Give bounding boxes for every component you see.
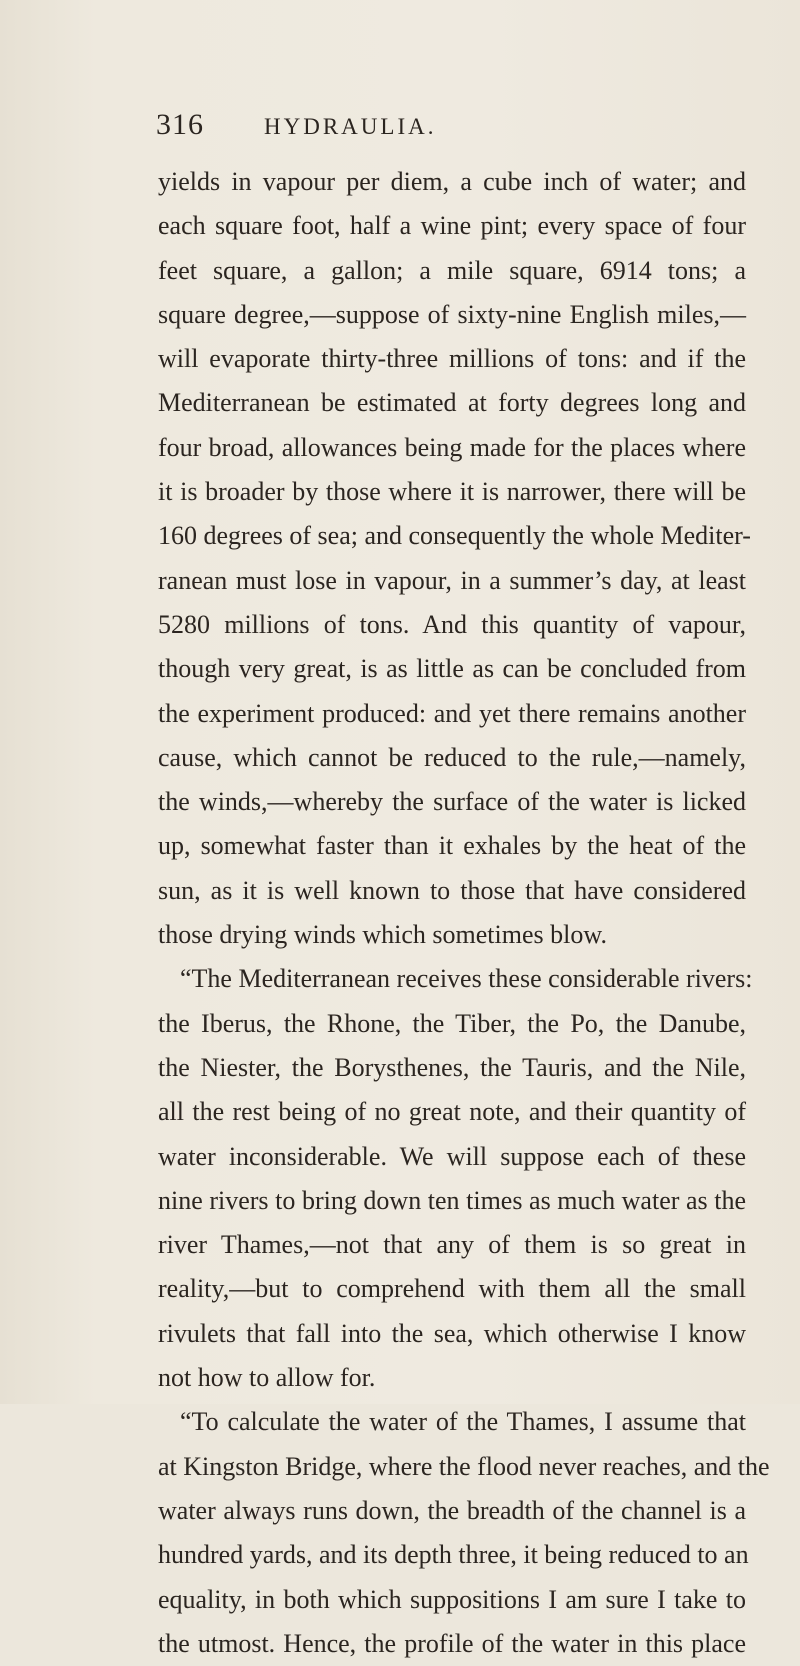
text-line: four broad, allowances being made for the places where: [158, 432, 746, 462]
text-line: will evaporate thirty-three millions of tons: and if the: [158, 344, 746, 374]
text-line: up, somewhat faster than it exhales by the heat of the: [158, 831, 746, 861]
text-line: water always runs down, the breadth of the channel is a: [158, 1495, 746, 1525]
text-line: it is broader by those where it is narrower, there will be: [158, 477, 746, 507]
text-line: feet square, a gallon; a mile square, 6914 tons; a: [158, 255, 746, 285]
text-line: the winds,—whereby the surface of the water is licked: [158, 787, 746, 817]
paragraph-end-line: not how to allow for.: [158, 1363, 376, 1393]
page-number: 316: [156, 108, 204, 141]
text-line: each square foot, half a wine pint; every space of four: [158, 211, 746, 241]
running-head: [156, 108, 746, 148]
text-line: equality, in both which suppositions I am sure I take to: [158, 1584, 746, 1614]
text-line: sun, as it is well known to those that have considered: [158, 875, 746, 905]
text-line: reality,—but to comprehend with them all the small: [158, 1274, 746, 1304]
text-line: all the rest being of no great note, and their quantity of: [158, 1097, 746, 1127]
text-line: water inconsiderable. We will suppose each of these: [158, 1141, 746, 1171]
text-line: 5280 millions of tons. And this quantity of vapour,: [158, 609, 746, 639]
body-text: [158, 160, 770, 1666]
text-line: cause, which cannot be reduced to the rule,—namely,: [158, 742, 746, 772]
text-line: though very great, is as little as can be concluded from: [158, 654, 746, 684]
text-line: yields in vapour per diem, a cube inch of water; and: [158, 167, 746, 196]
text-line: square degree,—suppose of sixty-nine English miles,—: [158, 299, 746, 329]
text-line: Mediterranean be estimated at forty degrees long and: [158, 388, 746, 418]
text-line: the utmost. Hence, the profile of the water in this place: [158, 1628, 746, 1658]
text-line: hundred yards, and its depth three, it being reduced to an: [158, 1540, 749, 1570]
text-line: rivulets that fall into the sea, which otherwise I know: [158, 1318, 746, 1348]
text-line: river Thames,—not that any of them is so great in: [158, 1230, 746, 1260]
text-line: 160 degrees of sea; and consequently the whole Mediter-: [158, 521, 751, 551]
text-line: the Niester, the Borysthenes, the Tauris, and the Nile,: [158, 1052, 746, 1082]
text-line: the Iberus, the Rhone, the Tiber, the Po, the Danube,: [158, 1008, 746, 1038]
paragraph-start-line: “To calculate the water of the Thames, I assume that: [180, 1407, 746, 1437]
paragraph-end-line: those drying winds which sometimes blow.: [158, 920, 607, 950]
running-title: HYDRAULIA.: [264, 114, 437, 139]
text-line: at Kingston Bridge, where the flood never reaches, and the: [158, 1451, 770, 1481]
text-line: the experiment produced: and yet there remains another: [158, 698, 746, 728]
text-line: ranean must lose in vapour, in a summer’s day, at least: [158, 565, 746, 595]
text-line: nine rivers to bring down ten times as much water as the: [158, 1185, 746, 1215]
paragraph-start-line: “The Mediterranean receives these considerable rivers:: [180, 964, 753, 994]
